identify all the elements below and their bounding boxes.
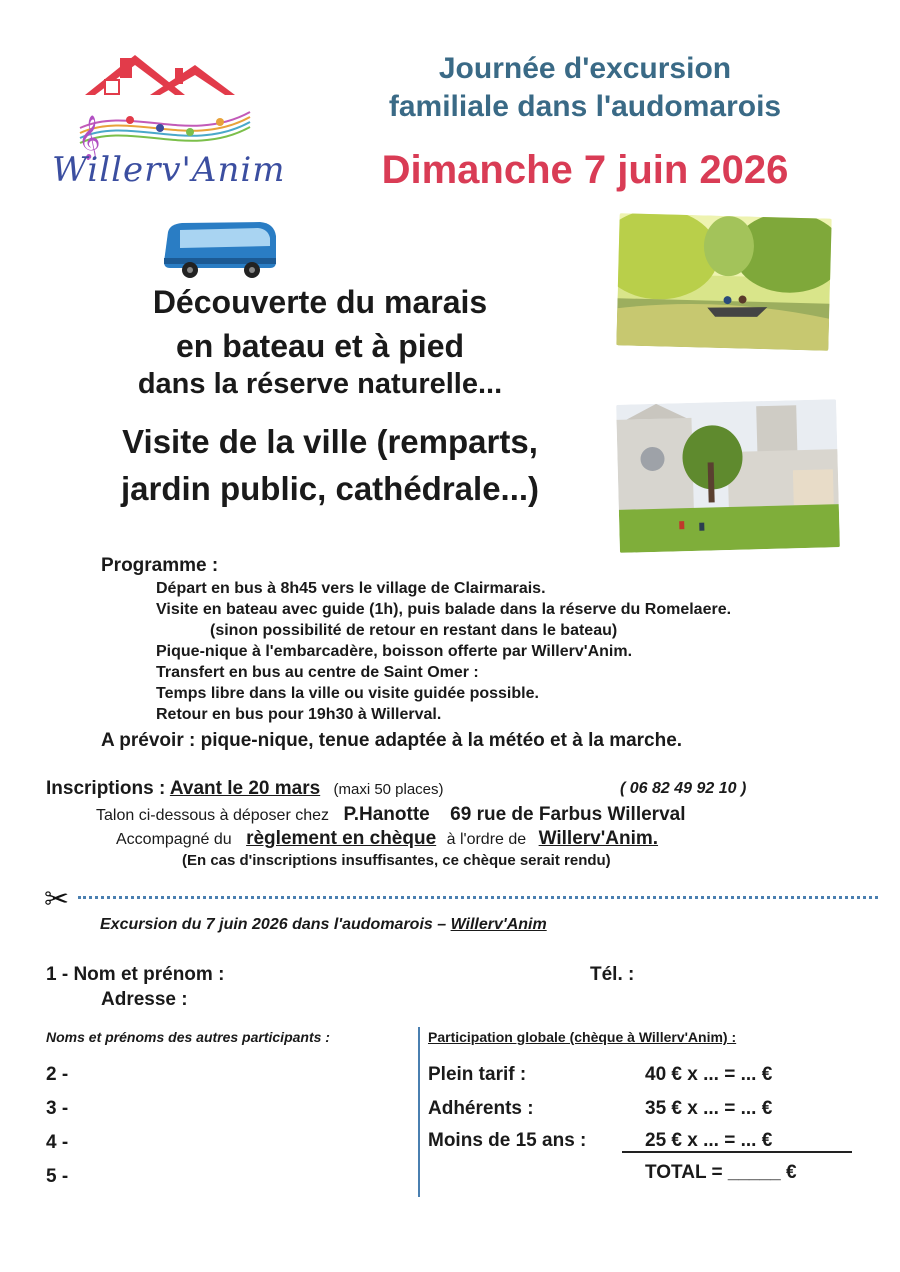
accomp-payment: règlement en chèque bbox=[246, 828, 437, 849]
inscriptions-label: Inscriptions : bbox=[46, 778, 166, 799]
programme-title: Programme : bbox=[101, 555, 219, 576]
name-label: 1 - Nom et prénom : bbox=[46, 964, 225, 985]
svg-text:𝄞: 𝄞 bbox=[78, 115, 101, 159]
form-title-prefix: Excursion du 7 juin 2026 dans l'audomarois – bbox=[100, 916, 451, 933]
tarif-calc: 35 € x ... = ... € bbox=[645, 1098, 773, 1119]
form-title-org: Willerv'Anim bbox=[450, 916, 547, 933]
others-label: Noms et prénoms des autres participants : bbox=[46, 1029, 330, 1045]
talon-name: P.Hanotte bbox=[343, 804, 430, 825]
programme-item: Retour en bus pour 19h30 à Willerval. bbox=[156, 706, 442, 723]
tarif-calc: 40 € x ... = ... € bbox=[645, 1064, 773, 1085]
accomp-middle: à l'ordre de bbox=[446, 831, 527, 848]
title-line2: familiale dans l'audomarois bbox=[388, 90, 782, 123]
participant-number: 4 - bbox=[46, 1132, 69, 1153]
talon-prefix: Talon ci-dessous à déposer chez bbox=[96, 807, 330, 824]
programme-item: Temps libre dans la ville ou visite guidée possible. bbox=[156, 685, 539, 702]
talon-address: 69 rue de Farbus Willerval bbox=[450, 804, 686, 825]
participant-number: 2 - bbox=[46, 1064, 69, 1085]
total-line: TOTAL = _____ € bbox=[645, 1162, 797, 1183]
accomp-payee: Willerv'Anim. bbox=[538, 828, 659, 849]
programme-item: Transfert en bus au centre de Saint Omer : bbox=[156, 664, 479, 681]
participant-number: 5 - bbox=[46, 1166, 69, 1187]
cathedral-garden-photo bbox=[616, 399, 840, 553]
participation-label: Participation globale (chèque à Willerv'Anim) : bbox=[428, 1029, 737, 1045]
a-prevoir: A prévoir : pique-nique, tenue adaptée à la météo et à la marche. bbox=[101, 730, 683, 751]
programme-item: Visite en bateau avec guide (1h), puis balade dans la réserve du Romelaere. bbox=[156, 601, 732, 618]
form-title bbox=[100, 916, 547, 934]
inscriptions-line bbox=[46, 778, 444, 800]
contact-phone: ( 06 82 49 92 10 ) bbox=[620, 780, 747, 797]
participant-number: 3 - bbox=[46, 1098, 69, 1119]
column-divider bbox=[418, 1027, 420, 1197]
cut-dotted-line bbox=[78, 896, 878, 899]
cheque-note: (En cas d'inscriptions insuffisantes, ce chèque serait rendu) bbox=[182, 852, 611, 869]
talon-line bbox=[96, 804, 685, 826]
tarif-label: Moins de 15 ans : bbox=[428, 1130, 587, 1151]
programme-item: Pique-nique à l'embarcadère, boisson offerte par Willerv'Anim. bbox=[156, 643, 633, 660]
headline-marais-line2: en bateau et à pied bbox=[175, 328, 465, 364]
bus-icon bbox=[160, 218, 280, 280]
headline-marais-line1: Découverte du marais bbox=[152, 284, 488, 320]
headline-marais-line3: dans la réserve naturelle... bbox=[137, 368, 503, 400]
marsh-boat-photo bbox=[616, 213, 831, 351]
total-rule bbox=[622, 1151, 852, 1153]
page-title bbox=[300, 50, 870, 126]
tarif-calc: 25 € x ... = ... € bbox=[645, 1130, 773, 1151]
accomp-prefix: Accompagné du bbox=[116, 831, 232, 848]
tel-label: Tél. : bbox=[590, 964, 635, 985]
headline-ville-line1: Visite de la ville (remparts, bbox=[122, 423, 538, 460]
programme-item: (sinon possibilité de retour en restant dans le bateau) bbox=[210, 622, 618, 639]
scissors-icon: ✂ bbox=[44, 883, 70, 916]
headline-ville-line2: jardin public, cathédrale...) bbox=[120, 470, 540, 507]
inscriptions-places: (maxi 50 places) bbox=[333, 781, 444, 798]
event-date: Dimanche 7 juin 2026 bbox=[381, 148, 789, 192]
inscriptions-deadline: Avant le 20 mars bbox=[169, 778, 321, 799]
tarif-label: Plein tarif : bbox=[428, 1064, 527, 1085]
title-line1: Journée d'excursion bbox=[438, 52, 732, 85]
address-label: Adresse : bbox=[101, 989, 188, 1010]
accomp-line bbox=[116, 828, 658, 850]
logo-text: Willerv'Anim bbox=[52, 150, 286, 190]
programme-item: Départ en bus à 8h45 vers le village de Clairmarais. bbox=[156, 580, 546, 597]
tarif-label: Adhérents : bbox=[428, 1098, 534, 1119]
